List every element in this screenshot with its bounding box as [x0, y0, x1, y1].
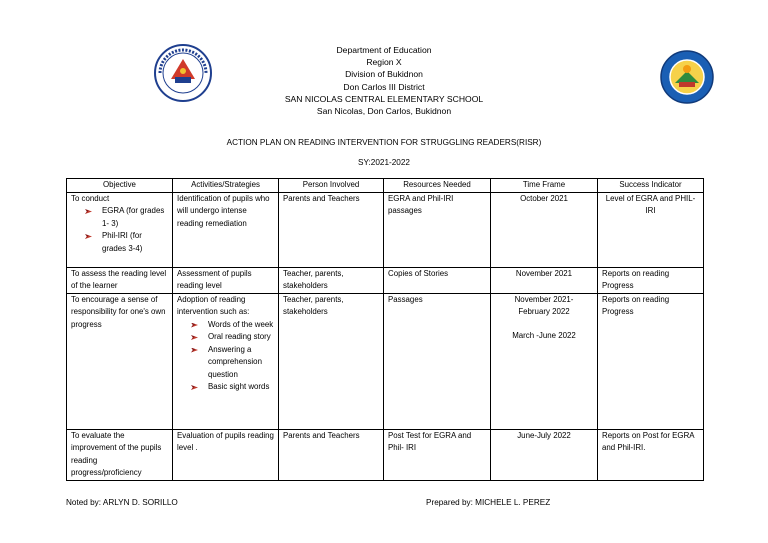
time-frame-cell [491, 192, 598, 267]
persons-cell: Teacher, parents, stakeholders [279, 267, 384, 293]
success-indicator-cell: Level of EGRA and PHIL-IRI [598, 192, 704, 267]
objective-text: To conduct [71, 193, 110, 203]
activities-cell: Evaluation of pupils reading level . [173, 429, 279, 480]
persons-cell: Parents and Teachers [279, 192, 384, 267]
table-row [67, 192, 704, 267]
activity-bullet-item: Basic sight words [189, 381, 274, 394]
col-header-activities: Activities/Strategies [173, 179, 279, 193]
document-header [0, 44, 768, 117]
activities-text: Adoption of reading intervention such as: [177, 294, 250, 316]
time-frame-cell [491, 429, 598, 480]
objective-cell: To evaluate the improvement of the pupils reading progress/proficiency [67, 429, 173, 480]
objective-cell [67, 192, 173, 267]
table-row [67, 293, 704, 429]
header-line-district: Don Carlos III District [343, 81, 425, 92]
objective-bullet-item: Phil-IRI (for grades 3-4) [83, 230, 168, 255]
activity-bullet-item: Oral reading story [189, 331, 274, 344]
time-frame-line: June-July 2022 [517, 430, 571, 440]
table-row [67, 267, 704, 293]
col-header-success-indicator: Success Indicator [598, 179, 704, 193]
action-plan-table [66, 178, 704, 481]
col-header-objective: Objective [67, 179, 173, 193]
success-indicator-cell: Reports on reading Progress [598, 267, 704, 293]
col-header-resources: Resources Needed [384, 179, 491, 193]
activity-bullet-item: Answering a comprehension question [189, 344, 274, 382]
resources-cell: Passages [384, 293, 491, 429]
header-line-region: Region X [366, 57, 402, 68]
objective-cell: To assess the reading level of the learner [67, 267, 173, 293]
col-header-person: Person Involved [279, 179, 384, 193]
time-frame-line: February 2022 [518, 307, 570, 316]
time-frame-line: October 2021 [520, 193, 568, 203]
activities-cell: Identification of pupils who will undergo intense reading remediation [173, 192, 279, 267]
resources-cell: Copies of Stories [384, 267, 491, 293]
header-line-division: Division of Bukidnon [345, 69, 423, 80]
activities-cell [173, 293, 279, 429]
header-line-address: San Nicolas, Don Carlos, Bukidnon [316, 106, 452, 117]
table-header-row [67, 179, 704, 193]
resources-cell: Post Test for EGRA and Phil- IRI [384, 429, 491, 480]
activities-cell: Assessment of pupils reading level [173, 267, 279, 293]
time-frame-line: November 2021- [514, 294, 574, 304]
time-frame-line: March -June 2022 [512, 330, 576, 340]
prepared-by: Prepared by: MICHELE L. PEREZ [426, 498, 551, 507]
objective-cell: To encourage a sense of responsibility for one's own progress [67, 293, 173, 429]
time-frame-line [495, 319, 593, 330]
persons-cell: Teacher, parents, stakeholders [279, 293, 384, 429]
time-frame-line: November 2021 [515, 268, 573, 278]
table-row [67, 429, 704, 480]
objective-bullet-item: EGRA (for grades 1- 3) [83, 205, 168, 230]
success-indicator-cell: Reports on reading Progress [598, 293, 704, 429]
activity-bullet-item: Words of the week [189, 319, 274, 332]
plan-title: ACTION PLAN ON READING INTERVENTION FOR STRUGGLING READERS(RISR) [226, 138, 542, 147]
noted-by: Noted by: ARLYN D. SORILLO [66, 498, 178, 507]
time-frame-cell [491, 293, 598, 429]
persons-cell: Parents and Teachers [279, 429, 384, 480]
school-year: SY:2021-2022 [358, 158, 410, 167]
header-line-school: SAN NICOLAS CENTRAL ELEMENTARY SCHOOL [284, 93, 484, 104]
resources-cell: EGRA and Phil-IRI passages [384, 192, 491, 267]
time-frame-cell [491, 267, 598, 293]
header-line-department: Department of Education [336, 45, 432, 55]
col-header-time-frame: Time Frame [491, 179, 598, 193]
success-indicator-cell: Reports on Post for EGRA and Phil-IRI. [598, 429, 704, 480]
